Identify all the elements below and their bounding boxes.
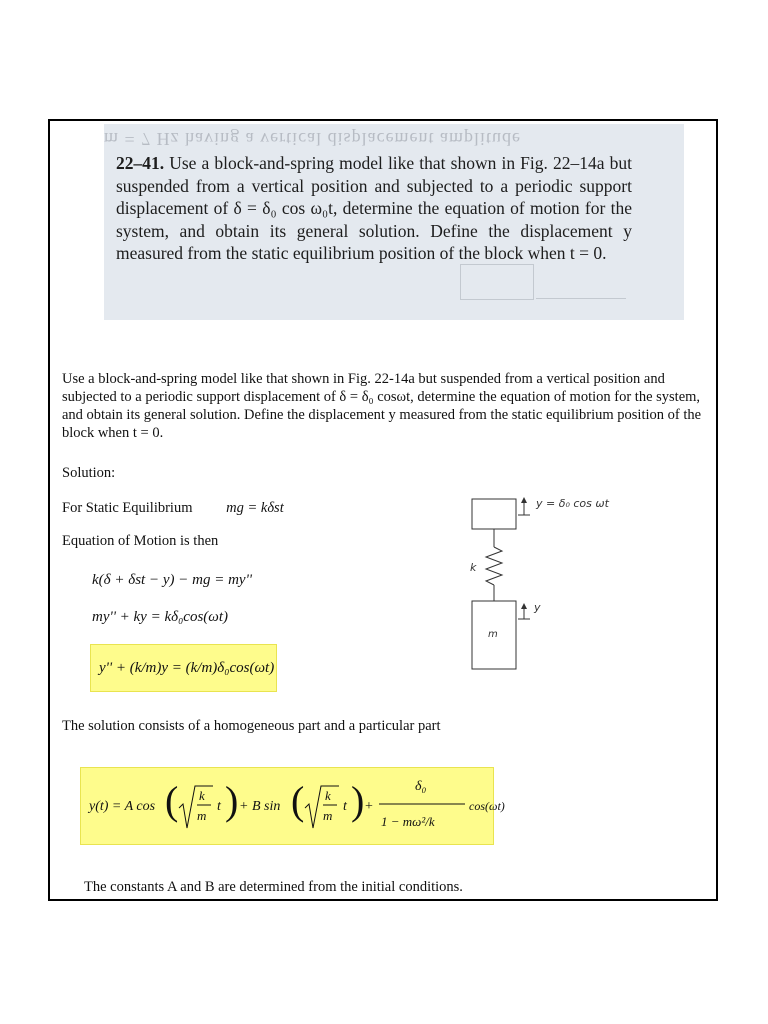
scanned-problem [104, 124, 684, 320]
problem-statement: Use a block-and-spring model like that shown in Fig. 22–14a but suspended from a vertical position and subjected to a periodic support displacement of δ = δ₀ cos ω₀t, determine the equation of motion for the system, and obtain its general solution. Define the displacement y measured from the static equilibrium position of the block when t = 0. [116, 153, 632, 264]
static-label: For Static Equilibrium [62, 500, 193, 516]
solution-heading: Solution: [62, 465, 116, 481]
gs-t1: t [217, 799, 221, 814]
homogeneous-text: The solution consists of a homogeneous part and a particular part [62, 718, 441, 734]
gs-sqrt-2 [305, 786, 339, 828]
static-equation: mg = kδst [226, 500, 284, 516]
gs-t2: t [343, 799, 347, 814]
bleed-through-text: m = 7 Hz having a vertical displacement amplitude [104, 129, 522, 149]
support-displacement-label: y = δ₀ cos ωt [536, 497, 609, 510]
support-block [472, 499, 516, 529]
gs-paren-3: ( [291, 778, 305, 823]
gs-numerator: δ₀ [415, 779, 427, 794]
mass-displacement-label: y [534, 601, 541, 614]
gs-paren-2: ) [225, 778, 239, 823]
block-spring-figure [458, 489, 708, 679]
problem-number: 22–41. [116, 153, 165, 173]
gs-plus: + [365, 799, 373, 814]
support-arrow-icon [521, 497, 527, 503]
eom-label: Equation of Motion is then [62, 533, 219, 549]
gs-sqrt-1 [179, 786, 213, 828]
highlighted-general-solution [80, 767, 505, 845]
gs-paren-4: ) [351, 778, 365, 823]
equation-3: y'' + (k/m)y = (k/m)δ₀cos(ωt) [99, 660, 275, 676]
general-solution-formula [81, 768, 505, 844]
scan-faint-box [460, 264, 534, 300]
document-frame [48, 119, 718, 901]
scan-faint-line [536, 264, 626, 299]
gs-denominator: 1 − mω²/k [381, 814, 435, 829]
gs-tail: cos(ωt) [469, 799, 505, 813]
mass-arrow-icon [521, 603, 527, 609]
gs-k1: k [199, 788, 205, 803]
gs-m2: m [323, 808, 333, 823]
mass-label: m [488, 629, 498, 640]
equation-2: my'' + ky = kδ₀cos(ωt) [92, 609, 229, 625]
gs-paren-1: ( [165, 778, 179, 823]
typed-problem: Use a block-and-spring model like that shown in Fig. 22-14a but suspended from a vertical position and subjected to a periodic support displacement of δ = δ₀ cosωt, determine the equation of motion for the system, and obtain its general solution. Define the displacement y measured from the static equilibrium position of the block when t = 0. [62, 371, 702, 441]
static-equilibrium [62, 499, 284, 517]
spring [486, 547, 502, 585]
gs-k2: k [325, 788, 331, 803]
scanned-problem-text [116, 152, 632, 265]
equation-1: k(δ + δst − y) − mg = my'' [92, 572, 252, 588]
spring-label: k [470, 561, 477, 574]
gs-lhs: y(t) = A cos [89, 799, 156, 814]
highlighted-equation-of-motion [90, 644, 277, 692]
gs-m1: m [197, 808, 207, 823]
constants-text: The constants A and B are determined from the initial conditions. [84, 879, 463, 895]
gs-mid: + B sin [239, 799, 281, 814]
